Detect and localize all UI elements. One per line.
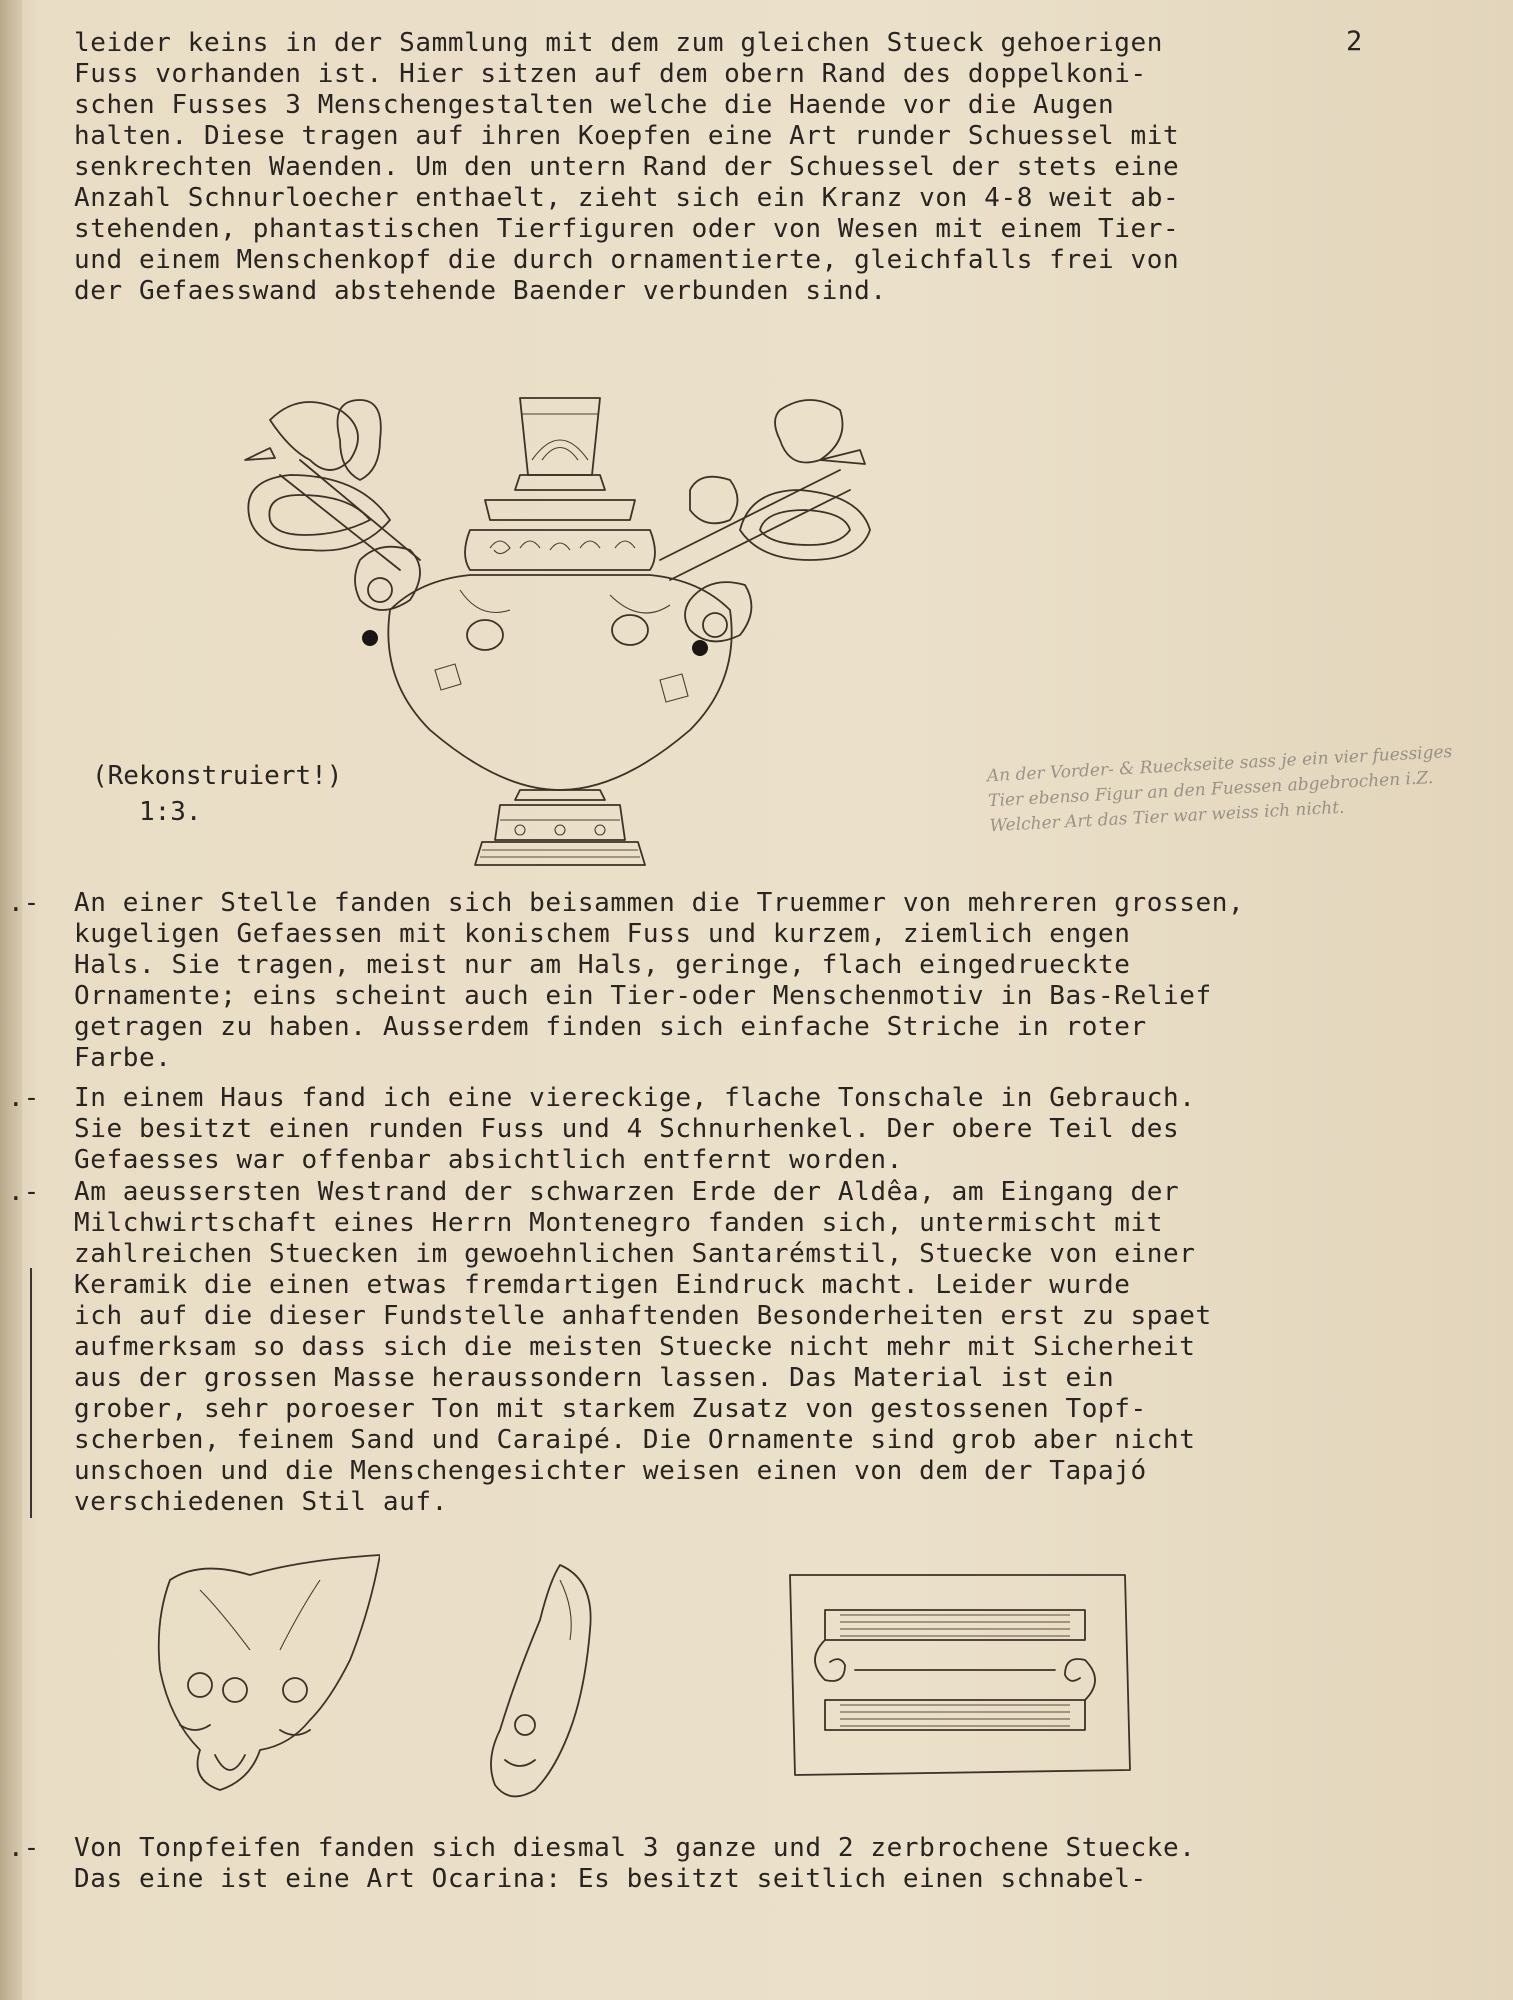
paragraph-intro (74, 28, 1454, 307)
sherd-profile-illustration (480, 1560, 610, 1810)
paragraph-marker: .- (8, 1177, 40, 1207)
text-line: Anzahl Schnurloecher enthaelt, zieht sich ein Kranz von 4-8 weit ab- (74, 183, 1180, 213)
text-line: Keramik die einen etwas fremdartigen Eindruck macht. Leider wurde (74, 1270, 1131, 1300)
paragraph-marker: .- (8, 888, 40, 918)
figure-caption (92, 758, 342, 830)
text-line: stehenden, phantastischen Tierfiguren oder von Wesen mit einem Tier- (74, 214, 1180, 244)
text-line: In einem Haus fand ich eine viereckige, flache Tonschale in Gebrauch. (74, 1083, 1196, 1113)
text-line: schen Fusses 3 Menschengestalten welche die Haende vor die Augen (74, 90, 1115, 120)
paragraph-marker: .- (8, 1833, 40, 1863)
text-line: grober, sehr poroeser Ton mit starkem Zusatz von gestossenen Topf- (74, 1394, 1147, 1424)
text-line: scherben, feinem Sand und Caraipé. Die Ornamente sind grob aber nicht (74, 1425, 1196, 1455)
paragraph-westrand-site (74, 1177, 1454, 1518)
text-line: senkrechten Waenden. Um den untern Rand der Schuessel der stets eine (74, 152, 1180, 182)
margin-line (30, 1268, 32, 1518)
text-line: getragen zu haben. Ausserdem finden sich einfache Striche in roter (74, 1012, 1147, 1042)
text-line: Fuss vorhanden ist. Hier sitzen auf dem obern Rand des doppelkoni- (74, 59, 1147, 89)
text-line: leider keins in der Sammlung mit dem zum gleichen Stueck gehoerigen (74, 28, 1163, 58)
text-line: Ornamente; eins scheint auch ein Tier-oder Menschenmotiv in Bas-Relief (74, 981, 1212, 1011)
paragraph-marker: .- (8, 1083, 40, 1113)
paragraph-clay-pipes (74, 1833, 1454, 1895)
text-line: Farbe. (74, 1043, 172, 1073)
text-line: unschoen und die Menschengesichter weisen einen von dem der Tapajó (74, 1456, 1147, 1486)
sherd-band-illustration (785, 1570, 1135, 1780)
text-line: und einem Menschenkopf die durch ornamentierte, gleichfalls frei von (74, 245, 1180, 275)
page-number: 2 (1346, 26, 1363, 57)
text-line: Am aeussersten Westrand der schwarzen Erde der Aldêa, am Eingang der (74, 1177, 1180, 1207)
text-line: Sie besitzt einen runden Fuss und 4 Schnurhenkel. Der obere Teil des (74, 1114, 1180, 1144)
text-line: aus der grossen Masse heraussondern lassen. Das Material ist ein (74, 1363, 1115, 1393)
text-line: zahlreichen Stuecken im gewoehnlichen Santarémstil, Stuecke von einer (74, 1239, 1196, 1269)
paragraph-square-bowl (74, 1083, 1454, 1176)
text-line: ich auf die dieser Fundstelle anhaftenden Besonderheiten erst zu spaet (74, 1301, 1212, 1331)
sherd-face-illustration (140, 1550, 380, 1810)
text-line: Gefaesses war offenbar absichtlich entfernt worden. (74, 1145, 903, 1175)
text-line: An einer Stelle fanden sich beisammen die Truemmer von mehreren grossen, (74, 888, 1245, 918)
text-line: Das eine ist eine Art Ocarina: Es besitzt seitlich einen schnabel- (74, 1864, 1147, 1894)
handwritten-pencil-note: An der Vorder- & Rueckseite sass je ein vier fuessiges Tier ebenso Figur an den Fuessen abgebrochen i.Z. Welcher Art das Tier war weiss ich nicht. (986, 741, 1453, 837)
text-line: Hals. Sie tragen, meist nur am Hals, geringe, flach eingedrueckte (74, 950, 1131, 980)
paragraph-vessel-fragments (74, 888, 1454, 1074)
page-left-edge (0, 0, 22, 2000)
text-line: aufmerksam so dass sich die meisten Stuecke nicht mehr mit Sicherheit (74, 1332, 1196, 1362)
text-line: halten. Diese tragen auf ihren Koepfen eine Art runder Schuessel mit (74, 121, 1180, 151)
caption-scale: 1:3. (138, 797, 202, 827)
text-line: kugeligen Gefaessen mit konischem Fuss und kurzem, ziemlich engen (74, 919, 1131, 949)
text-line: Milchwirtschaft eines Herrn Montenegro fanden sich, untermischt mit (74, 1208, 1163, 1238)
caption-line: (Rekonstruiert!) (92, 761, 343, 791)
text-line: der Gefaesswand abstehende Baender verbunden sind. (74, 276, 887, 306)
text-line: Von Tonpfeifen fanden sich diesmal 3 ganze und 2 zerbrochene Stuecke. (74, 1833, 1196, 1863)
text-line: verschiedenen Stil auf. (74, 1487, 448, 1517)
